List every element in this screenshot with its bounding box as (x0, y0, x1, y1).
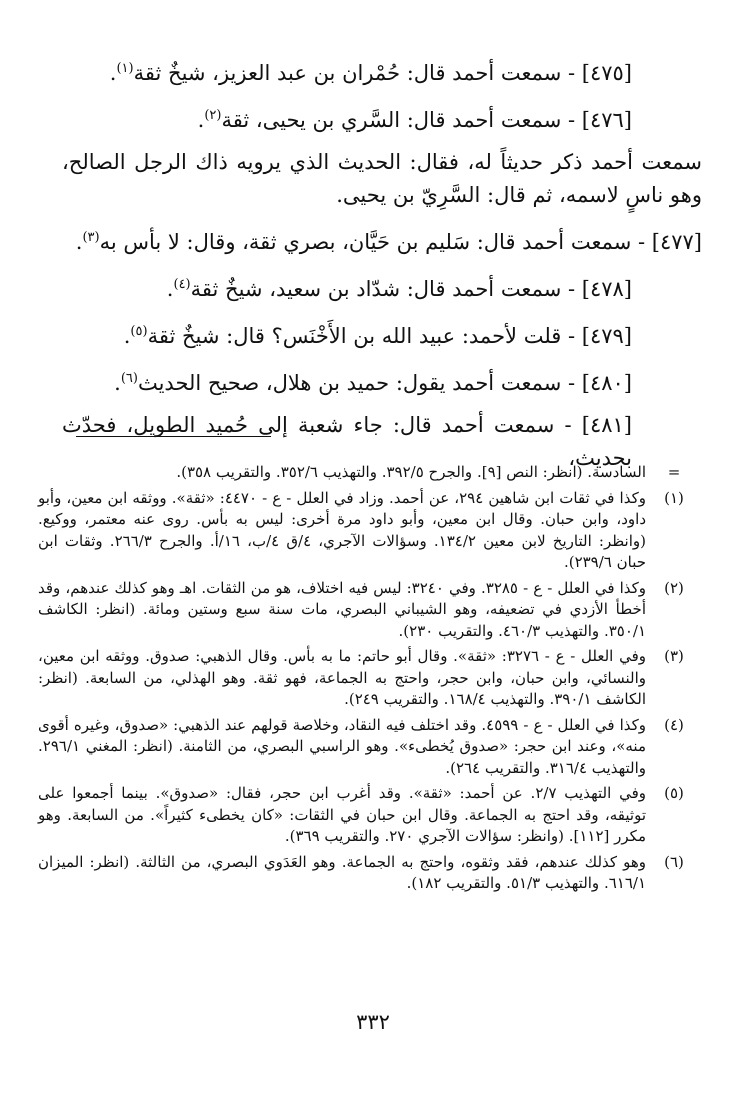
footnote-text: وفي العلل - ع - ٣٢٧٦: «ثقة». وقال أبو حاتم: ما به بأس. وقال الذهبي: صدوق. ووثقه ابن معين، والنسائي، وابن حبان، وابن حجر، واحتج به الجماعة، فهو ثقة. وهو الهذلي، من السابعة. (انظر: الكاشف ٣٩٠/١. والتهذيب ١٦٨/٤. والتقريب ٢٤٩). (38, 647, 646, 708)
footnote-ref: (٢) (204, 108, 222, 123)
entry-text: [٤٧٧] - سمعت أحمد قال: سَليم بن حَيَّان، بصري ثقة، وقال: لا بأس به (99, 230, 702, 254)
footnote-4 (38, 715, 702, 780)
entry-end: . (109, 61, 117, 85)
footnote-text: وكذا في العلل - ع - ٤٥٩٩. وقد اختلف فيه النقاد، وخلاصة قولهم عند الذهبي: «صدوق، وغيره أقوى منه»، وعند ابن حجر: «صدوق يُخطىء». وهو الراسبي البصري، من الثامنة. (انظر: المغني ٢٩٦/١. والتهذيب ٣١٦/٤. والتقريب ٢٦٤). (38, 715, 647, 777)
footnote-number: (٣) (664, 647, 684, 665)
entry-text: [٤٨٠] - سمعت أحمد يقول: حميد بن هلال، صحيح الحديث (137, 371, 632, 395)
footnote-text: وكذا في العلل - ع - ٣٢٨٥. وفي ٣٢٤٠: ليس فيه اختلاف، هو من الثقات. اهـ وهو كذلك عندهم، وقد أخطأ الأزدي في تضعيفه، وهو الشيباني البصري، مات سنة سبع وستين ومائة. (انظر: الكاشف ٣٥٠/١. والتهذيب ٤٦٠/٣. والتقريب ٢٣٠). (38, 578, 646, 640)
footnote-separator (76, 436, 271, 437)
footnote-ref: (٦) (120, 371, 138, 386)
footnote-3 (38, 646, 702, 711)
footnote-number: (٦) (664, 852, 684, 871)
entry-text: [٤٧٥] - سمعت أحمد قال: حُمْران بن عبد العزيز، شيخٌ ثقة (133, 61, 632, 85)
entry-480 (62, 362, 702, 400)
entry-477 (62, 221, 702, 259)
entry-text: [٤٧٦] - سمعت أحمد قال: السَّري بن يحيى، ثقة (221, 108, 632, 132)
footnote-ref: (١) (116, 61, 134, 76)
entry-text: [٤٧٩] - قلت لأحمد: عبيد الله بن الأَخْنَس؟ قال: شيخٌ ثقة (147, 324, 632, 348)
entry-end: . (75, 230, 83, 254)
entry-end: . (114, 371, 121, 395)
entry-end: . (123, 324, 131, 348)
footnote-number: (٢) (664, 578, 684, 597)
footnote-ref: (٣) (82, 230, 100, 245)
main-text (62, 52, 702, 484)
footnote-text: وفي التهذيب ٢/٧. عن أحمد: «ثقة». وقد أغرب ابن حجر، فقال: «صدوق». بينما أجمعوا على توثيقه، وقد احتج به الجماعة. وقال ابن حبان في الثقات: «كان يخطىء كثيراً». من السابعة. وهو مكرر [١١٢]. (وانظر: سؤالات الآجري ٢٧٠. والتقريب ٣٦٩). (38, 784, 646, 845)
footnote-ref: (٤) (173, 277, 191, 292)
footnote-text: وكذا في ثقات ابن شاهين ٢٩٤، عن أحمد. وزاد في العلل - ع - ٤٤٧٠: «ثقة». ووثقه ابن معين، وأبو داود، وابن حبان. وقال ابن معين، وأبو داود مرة أخرى: ليس به بأس. روى عنه معتمر، ووكيع. (وانظر: التاريخ لابن معين ١٣٤/٢. وسؤالات الآجري، ٤/ق ٤/ب، ١٦/أ. والجرح ٢٦٦/٣. وثقات ابن حبان ٢٣٩/٦). (38, 488, 646, 571)
footnote-5 (38, 783, 702, 848)
entry-text: سمعت أحمد ذكر حديثاً له، فقال: الحديث الذي يرويه ذاك الرجل الصالح، وهو ناسٍ لاسمه، ثم قال: السَّرِيّ بن يحيى. (62, 150, 702, 207)
footnote-text: وهو كذلك عندهم، فقد وثقوه، واحتج به الجماعة. وهو العَدَوي البصري، من الثالثة. (انظر: الميزان ٦١٦/١. والتهذيب ٥١/٣. والتقريب ١٨٢). (38, 852, 646, 892)
entry-479 (62, 315, 702, 353)
entry-text: [٤٧٨] - سمعت أحمد قال: شدّاد بن سعيد، شيخٌ ثقة (190, 277, 632, 301)
entry-475 (62, 52, 702, 90)
entry-476 (62, 99, 702, 137)
page-number: ٣٣٢ (356, 1010, 390, 1034)
footnote-text: السادسة. (انظر: النص [٩]. والجرح ٣٩٢/٥. والتهذيب ٣٥٢/٦. والتقريب ٣٥٨). (176, 463, 646, 481)
footnote-2 (38, 578, 702, 643)
entry-narration (62, 146, 702, 212)
entry-478 (62, 268, 702, 306)
footnote-number: (٥) (664, 784, 684, 802)
footnote-number: (١) (664, 488, 684, 507)
entry-text: [٤٨١] - سمعت أحمد قال: جاء شعبة إلى حُميد الطويل، فحدّث بحديث، (62, 413, 632, 470)
footnote-number: = (667, 463, 681, 481)
footnote-1 (38, 488, 702, 574)
entry-end: . (197, 108, 205, 132)
footnote-continued (38, 462, 702, 484)
footnote-ref: (٥) (130, 324, 148, 339)
entry-end: . (166, 277, 174, 301)
footnote-number: (٤) (664, 715, 684, 734)
footnote-6 (38, 852, 702, 895)
footnotes (38, 462, 702, 899)
